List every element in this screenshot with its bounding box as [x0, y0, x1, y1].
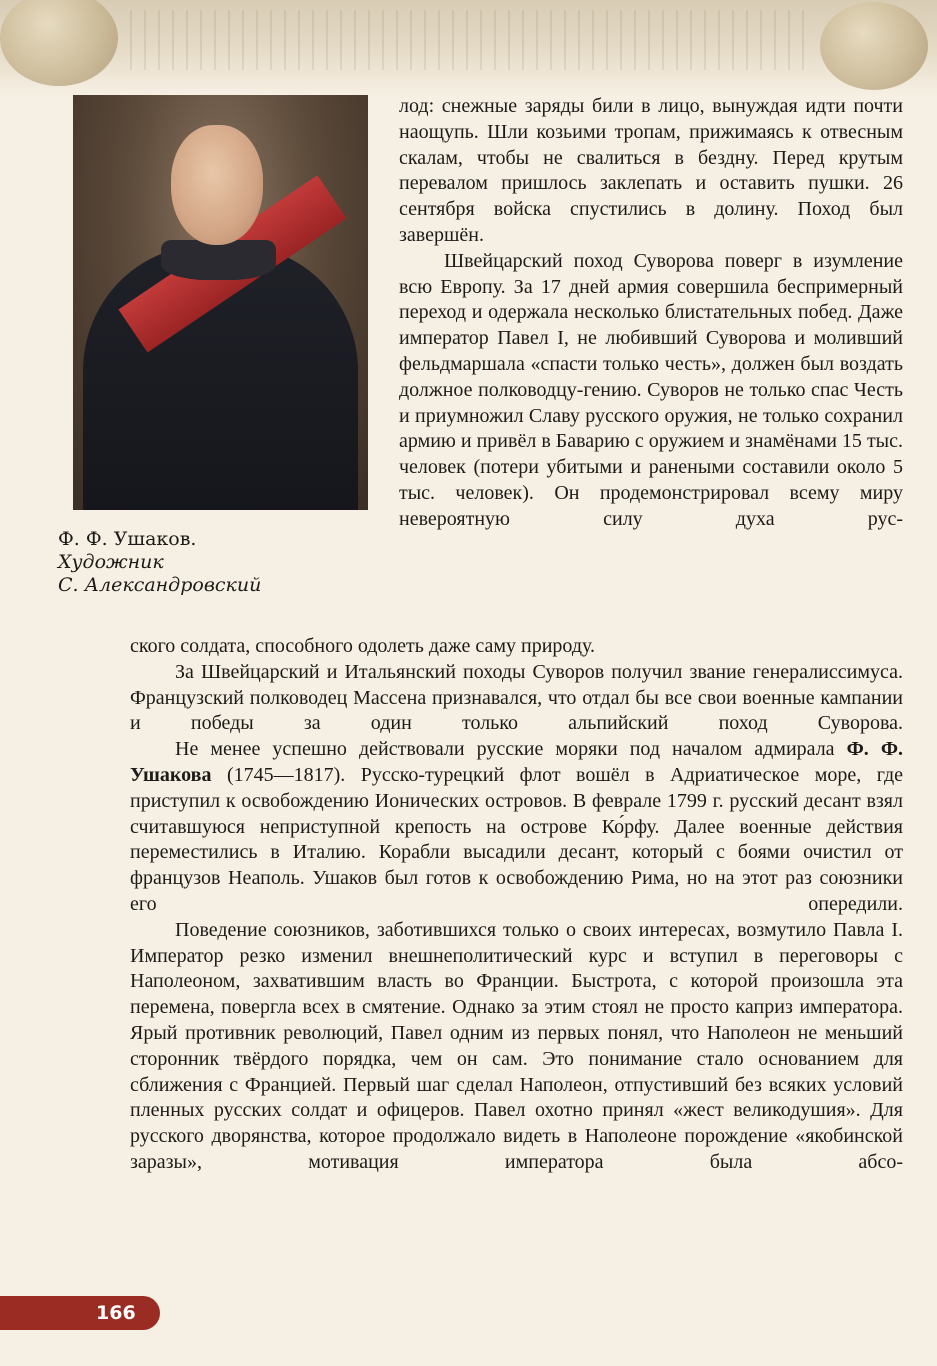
paragraph: ского солдата, способного одолеть даже саму природу. — [130, 635, 596, 657]
paragraph: Поведение союзников, заботившихся только о своих интересах, возмутило Павла I. Император резко изменил внешнеполитический курс и вступил в переговоры с Наполеоном, захватившим власть во Франции. Быстрота, с которой произошла эта перемена, повергла всех в смятение. Однако за этим стоял не просто каприз императора. Ярый противник революций, Павел одним из первых понял, что Наполеон не меньший сторонник твёрдого порядка, чем он сам. Это понимание стало основанием для сближения с Францией. Первый шаг сделал Наполеон, отпустивший без всяких условий пленных русских солдат и офицеров. Павел охотно принял «жест великодушия». Для русского дворянства, которое продолжало видеть в Наполеоне порождение «якобинской заразы», мотивация императора была абсо- — [130, 918, 903, 1173]
ushakov-portrait — [73, 95, 368, 510]
text-run: (1745—1817). Русско-турецкий флот вошёл в Адриатическое море, где приступил к освобождению Ионических островов. В феврале 1799 г. русский десант взял считавшуюся неприступной крепость на острове Ко́рфу. Далее военные действия переместились в Италию. Корабли высадили десант, который с боями очистил от французов Неаполь. Ушаков был готов к освобождению Рима, но на этот раз союзники его опередили. — [130, 763, 904, 915]
header-decoration — [0, 0, 937, 96]
page-number-tab — [0, 1296, 160, 1330]
caption-artist-name: С. Александровский — [58, 574, 262, 596]
portrait-medallion-left — [0, 0, 118, 86]
main-text — [130, 634, 903, 1176]
portrait-collar — [161, 240, 276, 280]
figure-caption — [58, 528, 358, 597]
medallion-right — [820, 2, 928, 90]
paragraph: лод: снежные заряды били в лицо, вынуждая идти почти наощупь. Шли козьими тропам, прижимаясь к отвесным скалам, чтобы не свалиться в бездну. Перед крутым перевалом пришлось заклепать и оставить пушки. 26 сентября войска спустились в долину. Поход был завершён. — [399, 95, 903, 246]
text-run: Не менее успешно действовали русские моряки под началом адмирала — [175, 738, 835, 761]
portrait-face — [171, 125, 263, 245]
bold-name: Ф. Ф. Ушакова — [130, 738, 904, 786]
caption-name: Ф. Ф. Ушаков. — [58, 528, 197, 550]
caption-artist-label: Художник — [58, 551, 164, 573]
engraving-strip — [130, 10, 810, 70]
paragraph: За Швейцарский и Итальянский походы Суворов получил звание генералиссимуса. Французский полководец Массена признавался, что отдал бы все свои военные кампании и победы за один только альпийский поход Суворова. — [130, 660, 903, 735]
right-column-text — [399, 94, 903, 533]
paragraph — [130, 737, 903, 918]
page-number: 166 — [96, 1302, 136, 1324]
paragraph: Швейцарский поход Суворова поверг в изумление всю Европу. За 17 дней армия совершила беспримерный переход и одержала несколько блистательных побед. Даже император Павел I, не любивший Суворова и моливший фельдмаршала «спасти только честь», должен был воздать должное полководцу-гению. Суворов не только спас Честь и приумножил Славу русского оружия, не только сохранил армию и привёл в Баварию с оружием и знамёнами 15 тыс. человек (потери убитыми и ранеными составили около 5 тыс. человек). Он продемонстрировал всему миру невероятную силу духа рус- — [399, 249, 903, 530]
